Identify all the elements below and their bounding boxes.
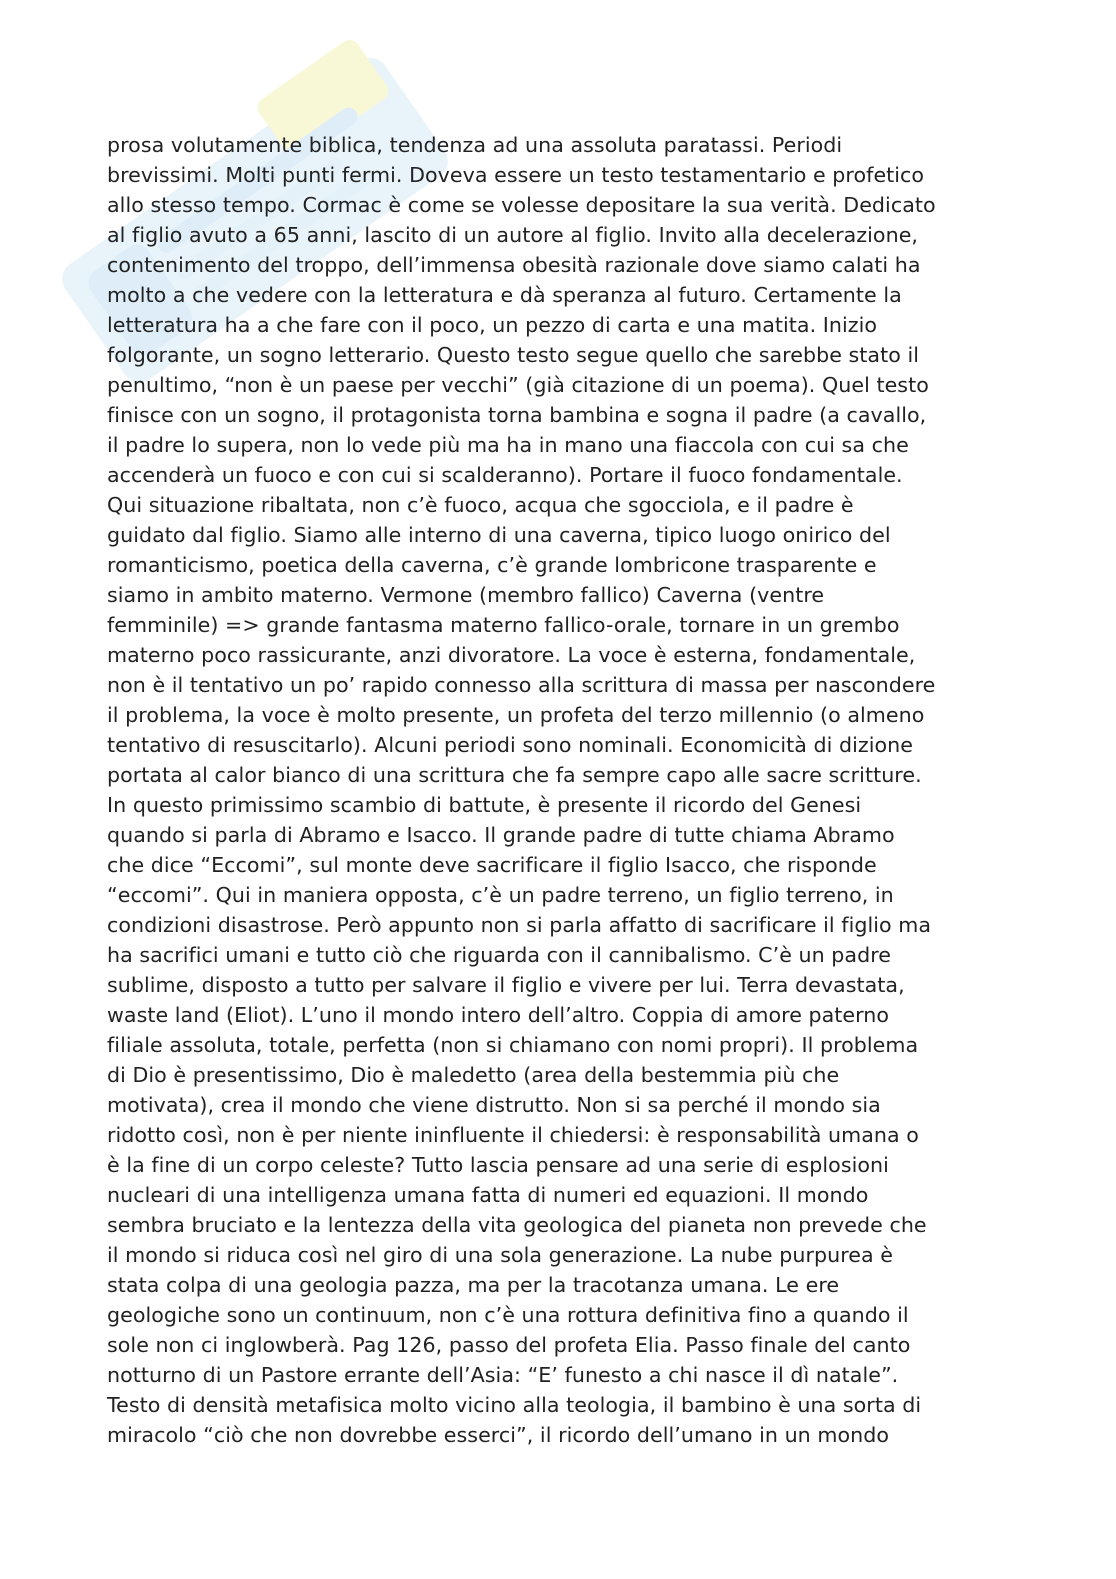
- text-line: brevissimi. Molti punti fermi. Doveva essere un testo testamentario e profetico: [107, 163, 925, 187]
- text-line: di Dio è presentissimo, Dio è maledetto (area della bestemmia più che: [107, 1063, 840, 1087]
- text-line: geologiche sono un continuum, non c’è una rottura definitiva fino a quando il: [107, 1303, 909, 1327]
- text-line: motivata), crea il mondo che viene distrutto. Non si sa perché il mondo sia: [107, 1093, 881, 1117]
- text-line: letteratura ha a che fare con il poco, un pezzo di carta e una matita. Inizio: [107, 313, 878, 337]
- text-line: il problema, la voce è molto presente, un profeta del terzo millennio (o almeno: [107, 703, 925, 727]
- text-line: molto a che vedere con la letteratura e dà speranza al futuro. Certamente la: [107, 283, 902, 307]
- text-line: guidato dal figlio. Siamo alle interno di una caverna, tipico luogo onirico del: [107, 523, 891, 547]
- text-line: materno poco rassicurante, anzi divoratore. La voce è esterna, fondamentale,: [107, 643, 916, 667]
- text-line: sembra bruciato e la lentezza della vita geologica del pianeta non prevede che: [107, 1213, 927, 1237]
- text-line: penultimo, “non è un paese per vecchi” (già citazione di un poema). Quel testo: [107, 373, 929, 397]
- text-line: romanticismo, poetica della caverna, c’è grande lombricone trasparente e: [107, 553, 877, 577]
- text-line: ha sacrifici umani e tutto ciò che riguarda con il cannibalismo. C’è un padre: [107, 943, 892, 967]
- text-line: che dice “Eccomi”, sul monte deve sacrificare il figlio Isacco, che risponde: [107, 853, 877, 877]
- text-line: accenderà un fuoco e con cui si scalderanno). Portare il fuoco fondamentale.: [107, 463, 903, 487]
- text-line: waste land (Eliot). L’uno il mondo intero dell’altro. Coppia di amore paterno: [107, 1003, 890, 1027]
- text-line: portata al calor bianco di una scrittura che fa sempre capo alle sacre scritture.: [107, 763, 922, 787]
- text-line: condizioni disastrose. Però appunto non si parla affatto di sacrificare il figlio ma: [107, 913, 932, 937]
- text-line: notturno di un Pastore errante dell’Asia: “E’ funesto a chi nasce il dì natale”.: [107, 1363, 899, 1387]
- text-line: contenimento del troppo, dell’immensa obesità razionale dove siamo calati ha: [107, 253, 921, 277]
- text-line: finisce con un sogno, il protagonista torna bambina e sogna il padre (a cavallo,: [107, 403, 927, 427]
- text-line: stata colpa di una geologia pazza, ma per la tracotanza umana. Le ere: [107, 1273, 840, 1297]
- text-line: Qui situazione ribaltata, non c’è fuoco, acqua che sgocciola, e il padre è: [107, 493, 854, 517]
- text-line: nucleari di una intelligenza umana fatta di numeri ed equazioni. Il mondo: [107, 1183, 869, 1207]
- text-line: non è il tentativo un po’ rapido connesso alla scrittura di massa per nascondere: [107, 673, 936, 697]
- text-line: al figlio avuto a 65 anni, lascito di un autore al figlio. Invito alla decelerazione,: [107, 223, 919, 247]
- text-line: il mondo si riduca così nel giro di una sola generazione. La nube purpurea è: [107, 1243, 893, 1267]
- text-line: “eccomi”. Qui in maniera opposta, c’è un padre terreno, un figlio terreno, in: [107, 883, 894, 907]
- text-line: siamo in ambito materno. Vermone (membro fallico) Caverna (ventre: [107, 583, 825, 607]
- text-line: il padre lo supera, non lo vede più ma ha in mano una fiaccola con cui sa che: [107, 433, 909, 457]
- text-line: ridotto così, non è per niente ininfluente il chiedersi: è responsabilità umana o: [107, 1123, 919, 1147]
- text-line: tentativo di resuscitarlo). Alcuni periodi sono nominali. Economicità di dizione: [107, 733, 913, 757]
- body-text: [107, 130, 1007, 1450]
- text-line: quando si parla di Abramo e Isacco. Il grande padre di tutte chiama Abramo: [107, 823, 895, 847]
- text-line: Testo di densità metafisica molto vicino alla teologia, il bambino è una sorta di: [107, 1393, 922, 1417]
- text-line: è la fine di un corpo celeste? Tutto lascia pensare ad una serie di esplosioni: [107, 1153, 889, 1177]
- text-line: prosa volutamente biblica, tendenza ad una assoluta paratassi. Periodi: [107, 133, 843, 157]
- text-line: sole non ci inglowberà. Pag 126, passo del profeta Elia. Passo finale del canto: [107, 1333, 911, 1357]
- text-line: filiale assoluta, totale, perfetta (non si chiamano con nomi propri). Il problema: [107, 1033, 919, 1057]
- text-line: femminile) => grande fantasma materno fallico-orale, tornare in un grembo: [107, 613, 900, 637]
- text-line: allo stesso tempo. Cormac è come se volesse depositare la sua verità. Dedicato: [107, 193, 936, 217]
- text-line: sublime, disposto a tutto per salvare il figlio e vivere per lui. Terra devastata,: [107, 973, 905, 997]
- text-line: In questo primissimo scambio di battute, è presente il ricordo del Genesi: [107, 793, 862, 817]
- text-line: miracolo “ciò che non dovrebbe esserci”, il ricordo dell’umano in un mondo: [107, 1423, 890, 1447]
- text-line: folgorante, un sogno letterario. Questo testo segue quello che sarebbe stato il: [107, 343, 920, 367]
